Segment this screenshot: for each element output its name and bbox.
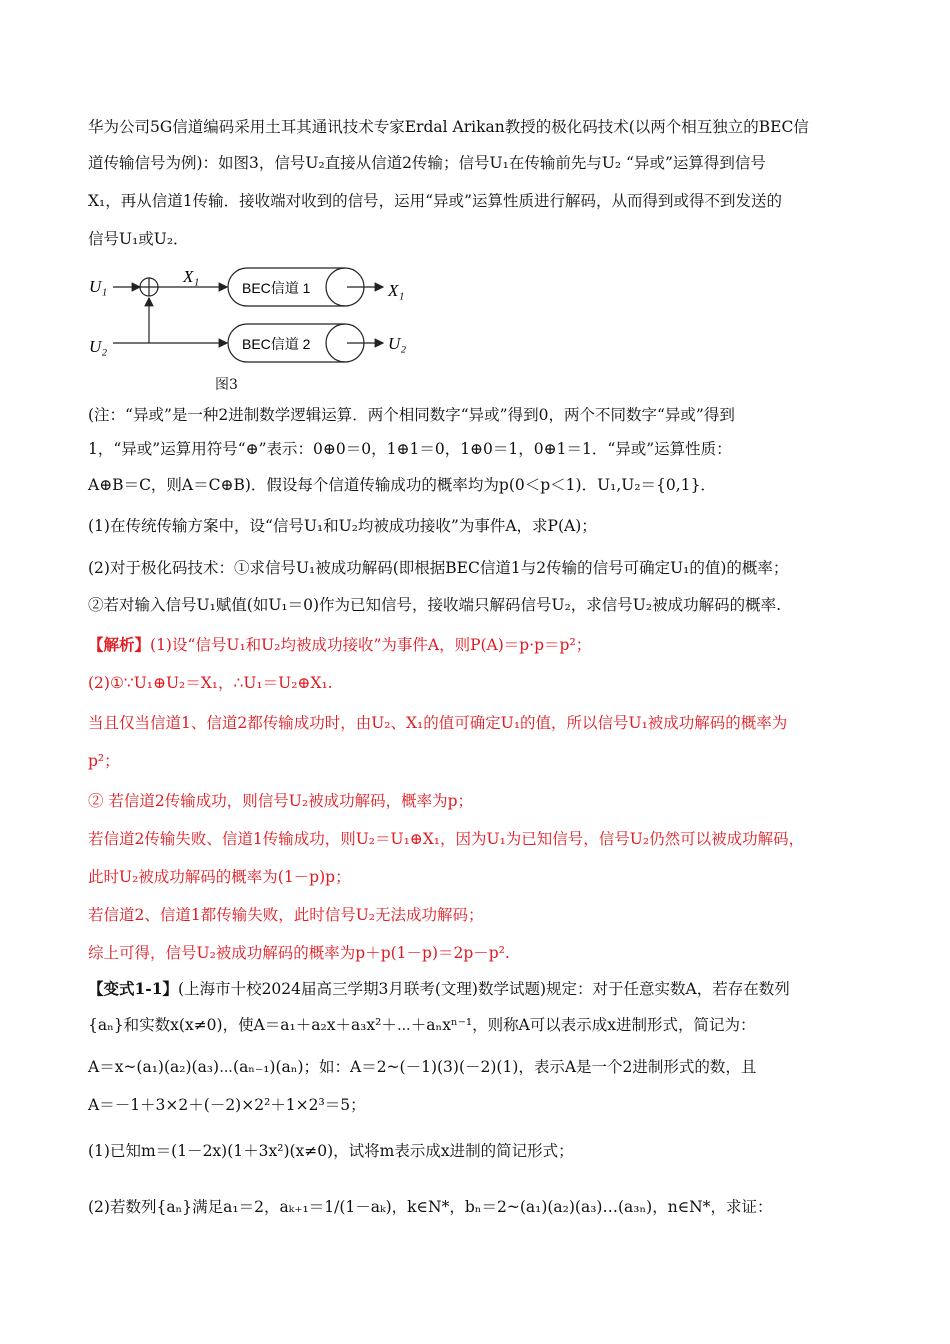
intro-line-1: 华为公司5G信道编码采用土耳其通讯技术专家Erdal Arikan教授的极化码技术(以两个相互独立的BEC信: [88, 118, 809, 136]
channel-2-label: BEC信道 2: [242, 336, 311, 352]
solution-part-1: (1)设“信号U₁和U₂均被成功接收”为事件A，则P(A)＝p·p＝p²；: [150, 636, 592, 654]
intro-line-2: 道传输信号为例)：如图3，信号U₂直接从信道2传输；信号U₁在传输前先与U₂ “异或”运算得到信号: [88, 154, 766, 172]
u2-input-label: U₂: [89, 337, 108, 356]
xor-gate-icon: [140, 278, 158, 296]
variant-source: (上海市十校2024届高三学期3月联考(文理)数学试题)规定：对于任意实数A，若存在数列: [178, 980, 790, 998]
question-1: (1)在传统传输方案中，设“信号U₁和U₂均被成功接收”为事件A，求P(A)；: [88, 517, 597, 535]
variant-line-2: {aₙ}和实数x(x≠0)，使A＝a₁＋a₂x＋a₃x²＋⋯＋aₙxⁿ⁻¹，则称A可以表示成x进制形式，简记为：: [88, 1016, 756, 1034]
question-2-line-1: (2)对于极化码技术：①求信号U₁被成功解码(即根据BEC信道1与2传输的信号可确定U₁的值)的概率；: [88, 559, 789, 577]
question-2-line-2: ②若对输入信号U₁赋值(如U₁＝0)作为已知信号，接收端只解码信号U₂，求信号U₂被成功解码的概率.: [88, 596, 781, 614]
solution-line-5: ② 若信道2传输成功，则信号U₂被成功解码，概率为p；: [88, 792, 473, 810]
figure-caption: 图3: [215, 377, 238, 393]
solution-line-8: 若信道2、信道1都传输失败，此时信号U₂无法成功解码；: [88, 906, 484, 924]
polar-code-diagram: [85, 260, 425, 390]
variant-line-4: A＝－1＋3×2＋(－2)×2²＋1×2³＝5；: [88, 1096, 366, 1114]
u2-output-label: U₂: [388, 334, 407, 353]
solution-line-6: 若信道2传输失败、信道1传输成功，则U₂＝U₁⊕X₁，因为U₁为已知信号，信号U₂仍然可以被成功解码，: [88, 830, 805, 848]
note-line-2: 1，“异或”运算用符号“⊕”表示：0⊕0＝0，1⊕1＝0，1⊕0＝1，0⊕1＝1．“异或”运算性质：: [88, 440, 732, 458]
bec-channel-2: [228, 324, 364, 362]
solution-line-3: 当且仅当信道1、信道2都传输成功时，由U₂、X₁的值可确定U₁的值，所以信号U₁被成功解码的概率为: [88, 714, 788, 732]
bec-channel-1: [228, 268, 364, 306]
variant-question-1: (1)已知m＝(1－2x)(1＋3x²)(x≠0)，试将m表示成x进制的简记形式；: [88, 1142, 574, 1160]
solution-line-1: [88, 634, 591, 656]
x1-mid-label: X₁: [183, 267, 200, 286]
u1-input-label: U₁: [89, 277, 108, 296]
solution-line-7: 此时U₂被成功解码的概率为(1－p)p；: [88, 868, 351, 886]
solution-line-9: 综上可得，信号U₂被成功解码的概率为p＋p(1－p)＝2p－p².: [88, 944, 510, 962]
note-line-1: (注：“异或”是一种2进制数学逻辑运算．两个相同数字“异或”得到0，两个不同数字“异或”得到: [88, 406, 735, 424]
intro-line-3: X₁，再从信道1传输．接收端对收到的信号，运用“异或”运算性质进行解码，从而得到或得不到发送的: [88, 192, 782, 210]
variant-question-2: (2)若数列{aₙ}满足a₁＝2，aₖ₊₁＝1/(1－aₖ)，k∈N*，bₙ＝2~(a₁)(a₂)(a₃)…(a₃ₙ)，n∈N*，求证：: [88, 1198, 773, 1216]
intro-line-4: 信号U₁或U₂．: [88, 230, 189, 248]
channel-1-label: BEC信道 1: [242, 280, 311, 296]
variant-line-1: [88, 978, 790, 1000]
solution-tag: 【解析】: [88, 635, 151, 654]
note-line-3: A⊕B＝C，则A＝C⊕B)．假设每个信道传输成功的概率均为p(0＜p＜1)．U₁,U₂＝{0,1}．: [88, 476, 716, 494]
x1-output-label: X₁: [388, 281, 405, 300]
solution-line-2: (2)①∵U₁⊕U₂＝X₁，∴U₁＝U₂⊕X₁.: [88, 674, 333, 692]
solution-line-4: p²；: [88, 752, 120, 770]
variant-tag: 【变式1-1】: [88, 979, 179, 998]
variant-line-3: A＝x~(a₁)(a₂)(a₃)⋯(aₙ₋₁)(aₙ)；如：A＝2~(－1)(3)(－2)(1)，表示A是一个2进制形式的数，且: [88, 1058, 757, 1076]
